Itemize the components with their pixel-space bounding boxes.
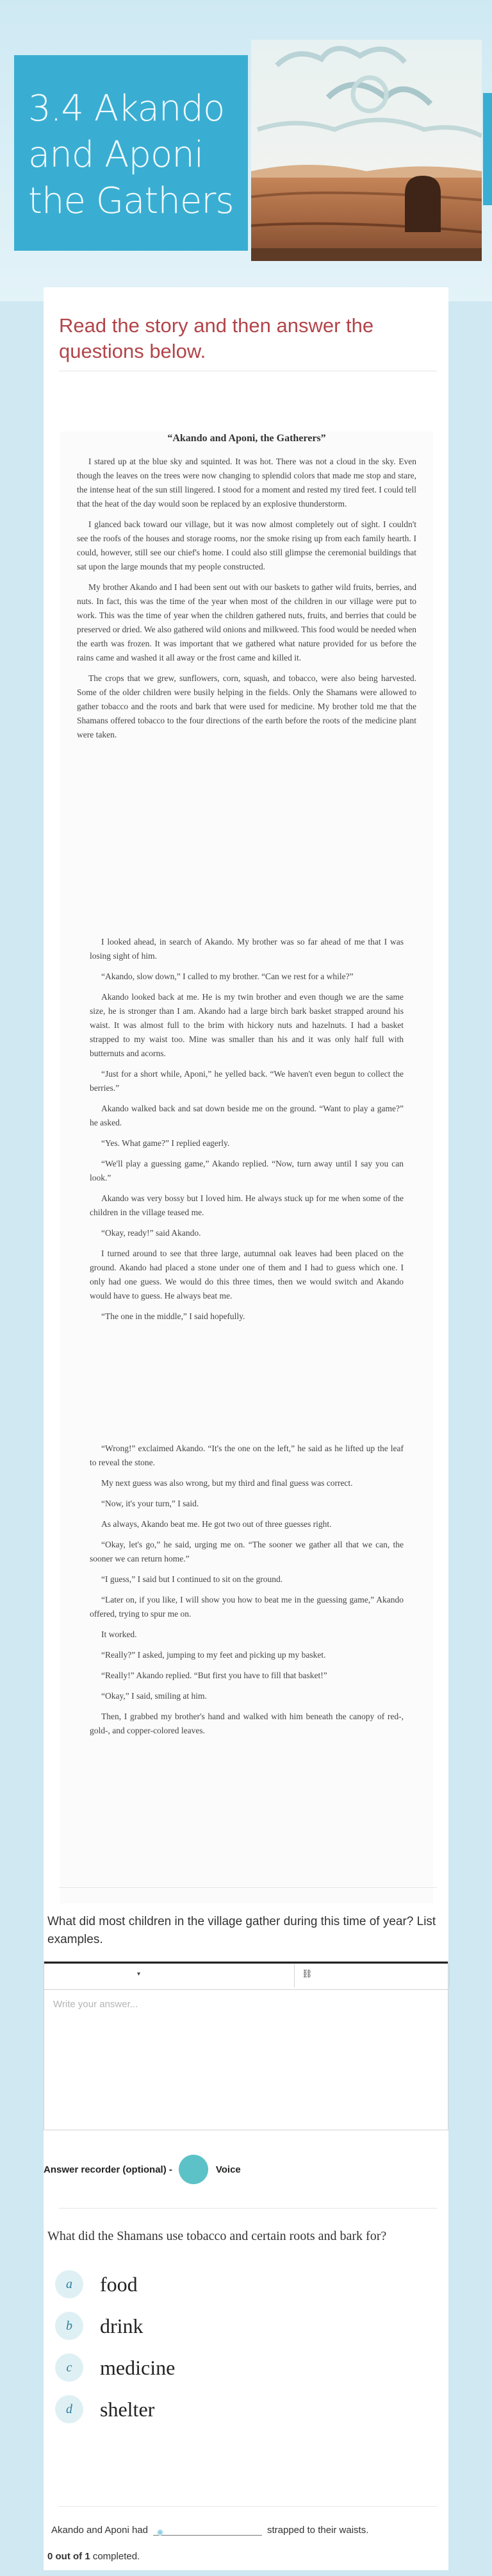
answer-editor xyxy=(44,1961,448,2130)
story-paragraph: “Now, it's your turn,” I said. xyxy=(101,1499,199,1508)
question-2-prompt: What did the Shamans use tobacco and certain roots and bark for? xyxy=(47,2229,387,2243)
toolbar-divider xyxy=(294,1964,295,1987)
recorder-label: Answer recorder (optional) - xyxy=(44,2164,172,2175)
story-paragraph: “I guess,” I said but I continued to sit on the ground. xyxy=(101,1574,283,1584)
link-icon[interactable]: ⛓ xyxy=(302,1969,313,1979)
completion-status xyxy=(47,2551,140,2562)
story-paragraph: “Okay, ready!” said Akando. xyxy=(101,1228,201,1238)
option-text: medicine xyxy=(100,2355,176,2379)
option-d[interactable] xyxy=(55,2394,154,2425)
story-paragraph: Akando walked back and sat down beside me on the ground. “Want to play a game?” he asked. xyxy=(90,1104,404,1127)
option-text: food xyxy=(100,2272,138,2296)
option-text: shelter xyxy=(100,2397,155,2421)
story-paragraph: “Later on, if you like, I will show you how to beat me in the guessing game,” Akando offered, trying to spur me on. xyxy=(90,1595,404,1619)
fill-in-blank-question xyxy=(51,2524,448,2536)
page-title: 3.4 Akando and Aponi the Gathers xyxy=(28,88,234,222)
drop-target-dot xyxy=(157,2529,163,2536)
option-letter: a xyxy=(55,2270,83,2298)
editor-toolbar xyxy=(44,1962,448,1990)
story-paragraph: I looked ahead, in search of Akando. My brother was so far ahead of me that I was losing sight of him. xyxy=(90,937,404,961)
hero-illustration xyxy=(251,40,482,261)
option-text: drink xyxy=(100,2314,144,2337)
divider xyxy=(59,2208,437,2209)
fill-text-after: strapped to their waists. xyxy=(266,2524,369,2536)
hero-banner xyxy=(0,0,492,301)
divider xyxy=(59,1887,437,1888)
story-paragraph: It worked. xyxy=(101,1629,137,1639)
story-paragraph: As always, Akando beat me. He got two out of three guesses right. xyxy=(101,1519,332,1529)
option-c[interactable] xyxy=(55,2352,175,2383)
instructions: Read the story and then answer the questions below. xyxy=(59,314,374,362)
divider xyxy=(59,2506,437,2507)
cliff-dwelling-illustration xyxy=(251,40,482,261)
story-paragraph: “Just for a short while, Aponi,” he yelled back. “We haven't even begun to collect the berries.” xyxy=(90,1069,404,1093)
story-paragraph: “Okay,” I said, smiling at him. xyxy=(101,1691,207,1701)
story-paragraph: My next guess was also wrong, but my third and final guess was correct. xyxy=(101,1478,353,1488)
story-paragraph: “Wrong!” exclaimed Akando. “It's the one on the left,” he said as he lifted up the leaf to reveal the stone. xyxy=(90,1444,404,1467)
accent-strip xyxy=(483,93,492,205)
story-paragraph: I stared up at the blue sky and squinted. It was hot. There was not a cloud in the sky. Even though the leaves on the trees were now changing to splendid colors that made me stop and stare, the intense heat of the sun still lingered. I stood for a moment and rested my tired feet. I could tell that the heat of the day would soon be replaced by an explosive thunderstorm. xyxy=(77,457,416,509)
story-page-2 xyxy=(60,935,433,1506)
fill-text-before: Akando and Aponi had xyxy=(51,2524,148,2536)
story-paragraph: I turned around to see that three large, autumnal oak leaves had been placed on the ground. Akando had placed a stone under one of them and I had to guess which one. I only had one guess. We would do this three times, then we would switch and Akando would have to guess. He always beat me. xyxy=(90,1249,404,1301)
question-1-prompt: What did most children in the village gather during this time of year? List examples. xyxy=(47,1915,436,1946)
activity-card xyxy=(44,287,448,2570)
option-letter: c xyxy=(55,2353,83,2382)
toolbar-divider xyxy=(449,1964,450,1987)
story-paragraph: My brother Akando and I had been sent out with our baskets to gather wild fruits, berries, and nuts. In fact, this was the time of the year when most of the children in our village were put to work. This was the time of year when the children gathered nuts, fruits, and berries that could be preserved or dried. We also gathered wild onions and milkweed. This food would be needed when the earth was frozen. It was important that we gathered what nature provided for us before the rains came and washed it all away or the frost came and killed it. xyxy=(77,582,416,662)
completion-suffix: completed. xyxy=(92,2551,140,2562)
story-paragraph: “Really!” Akando replied. “But first you have to fill that basket!” xyxy=(101,1671,327,1680)
answer-input[interactable] xyxy=(44,1990,448,2130)
toolbar-top-border xyxy=(44,1962,448,1964)
title-box xyxy=(14,55,248,251)
option-b[interactable] xyxy=(55,2311,144,2341)
story-paragraph: Then, I grabbed my brother's hand and walked with him beneath the canopy of red-, gold-, and copper-colored leaves. xyxy=(90,1712,404,1735)
option-letter: d xyxy=(55,2395,83,2423)
story-heading: “Akando and Aponi, the Gatherers” xyxy=(167,433,326,444)
record-voice-button[interactable] xyxy=(179,2155,208,2184)
story-paragraph: “Okay, let's go,” he said, urging me on. “The sooner we gather all that we can, the sooner we can return home.” xyxy=(90,1540,404,1563)
story-paragraph: The crops that we grew, sunflowers, corn, squash, and tobacco, were also being harvested. Some of the older children were busily helping in the fields. Only the Shamans were allowed to gather tobacco and the roots and bark that were used for medicine. My brother told me that the Shamans offered tobacco to the four directions of the earth before the roots of the medicine plant were taken. xyxy=(77,673,416,739)
story-paragraph: Akando looked back at me. He is my twin brother and even though we are the same size, he is stronger than I am. Akando had a large birch bark basket strapped around his waist. It was almost full to the brim with hickory nuts and hazelnuts. I had a basket strapped to my waist too. Mine was smaller than his and it was only half full with butternuts and acorns. xyxy=(90,992,404,1058)
story-paragraph: “Akando, slow down,” I called to my brother. “Can we rest for a while?” xyxy=(101,972,354,981)
completion-count: 0 out of 1 xyxy=(47,2551,90,2562)
format-dropdown-icon[interactable]: ▾ xyxy=(137,1971,141,1978)
voice-label: Voice xyxy=(215,2164,241,2175)
story-paragraph: I glanced back toward our village, but it was now almost completely out of sight. I couldn't see the roofs of the houses and storage rooms, nor the smoke rising up from each family hearth. I could, however, still see our chief's home. I could also still glimpse the ceremonial buildings that sat upon the large mounds that my people constructed. xyxy=(77,519,416,571)
story-paragraph: “Really?” I asked, jumping to my feet and picking up my basket. xyxy=(101,1650,326,1660)
story-page-3 xyxy=(60,1442,433,1903)
story-paragraph: “We'll play a guessing game,” Akando replied. “Now, turn away until I say you can look.” xyxy=(90,1159,404,1183)
option-a[interactable] xyxy=(55,2269,138,2300)
fill-blank-input[interactable] xyxy=(153,2524,262,2536)
option-letter: b xyxy=(55,2312,83,2340)
story-paragraph: “Yes. What game?” I replied eagerly. xyxy=(101,1138,230,1148)
story-page-1 xyxy=(60,432,433,957)
answer-recorder xyxy=(44,2155,241,2184)
story-paragraph: “The one in the middle,” I said hopefully. xyxy=(101,1311,245,1321)
story-paragraph: Akando was very bossy but I loved him. He always stuck up for me when some of the children in the village teased me. xyxy=(90,1193,404,1217)
